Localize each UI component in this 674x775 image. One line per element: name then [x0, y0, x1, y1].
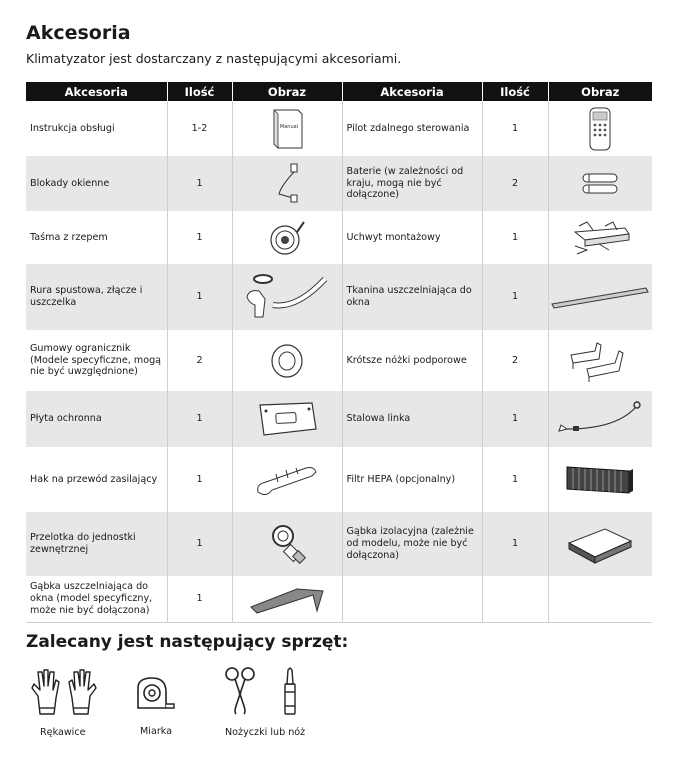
table-row: [26, 156, 652, 211]
accessory-qty: 1: [482, 264, 548, 330]
insulation-sponge-icon: [565, 521, 635, 567]
batteries-icon: [577, 171, 623, 197]
protective-plate-icon: [254, 399, 320, 439]
accessory-name: Filtr HEPA (opcjonalny): [342, 447, 482, 512]
rubber-stopper-icon: [267, 341, 307, 381]
table-row: [26, 330, 652, 391]
accessory-qty: 2: [482, 330, 548, 391]
tape-measure-icon: [134, 674, 176, 712]
accessory-qty: 1: [167, 576, 232, 622]
accessory-name: Instrukcja obsługi: [26, 101, 167, 156]
eye-bolt-icon: [267, 522, 307, 566]
table-row: [26, 211, 652, 264]
tool-label-gloves: Rękawice: [40, 727, 86, 738]
accessory-name: Pilot zdalnego sterowania: [342, 101, 482, 156]
accessory-name: Taśma z rzepem: [26, 211, 167, 264]
accessory-name: Krótsze nóżki podporowe: [342, 330, 482, 391]
scissors-knife-icon: [222, 666, 302, 718]
accessories-table: [26, 82, 652, 623]
accessory-qty: 2: [167, 330, 232, 391]
page-title: Akcesoria: [26, 22, 131, 44]
table-row: [26, 101, 652, 156]
accessory-qty: 1: [167, 447, 232, 512]
tool-label-scissors-knife: Nożyczki lub nóż: [225, 727, 306, 738]
header-qty-right: Ilość: [482, 82, 548, 101]
header-image-left: Obraz: [232, 82, 342, 101]
header-accessory-left: Akcesoria: [26, 82, 167, 101]
accessory-name: Stalowa linka: [342, 391, 482, 447]
accessory-qty: 1: [482, 447, 548, 512]
recommended-tools-title: Zalecany jest następujący sprzęt:: [26, 632, 349, 652]
accessory-qty: 1: [482, 101, 548, 156]
manual-icon: [270, 108, 304, 150]
accessory-name: Gąbka uszczelniająca do okna (model specyficzny, może nie być dołączona): [26, 576, 167, 622]
accessory-name: Blokady okienne: [26, 156, 167, 211]
tool-label-tape-measure: Miarka: [140, 726, 173, 737]
accessory-qty: 1: [167, 211, 232, 264]
accessory-name: Rura spustowa, złącze i uszczelka: [26, 264, 167, 330]
accessory-qty: 1: [167, 264, 232, 330]
accessory-name: Tkanina uszczelniająca do okna: [342, 264, 482, 330]
accessory-name: Gąbka izolacyjna (zależnie od modelu, może nie być dołączona): [342, 512, 482, 576]
window-seal-strip-icon: [550, 282, 650, 312]
accessory-image-empty: [548, 576, 652, 622]
hepa-filter-icon: [563, 463, 637, 497]
table-row: [26, 391, 652, 447]
window-lock-icon: [267, 162, 307, 206]
accessory-name: Baterie (w zależności od kraju, mogą nie być dołączone): [342, 156, 482, 211]
mounting-bracket-icon: [565, 218, 635, 258]
manual-cover-text: Manual: [279, 123, 299, 130]
gloves-icon: [28, 666, 100, 718]
table-row: [26, 512, 652, 576]
table-row: [26, 264, 652, 330]
accessory-qty: 1: [167, 156, 232, 211]
accessory-name: Gumowy ogranicznik (Modele specyficzne, mogą nie być uwzględnione): [26, 330, 167, 391]
intro-text: Klimatyzator jest dostarczany z następującymi akcesoriami.: [26, 51, 402, 66]
accessory-qty: 1: [167, 512, 232, 576]
accessory-name: Płyta ochronna: [26, 391, 167, 447]
sealing-sponge-icon: [247, 583, 327, 615]
table-row: [26, 576, 652, 622]
accessory-name: Uchwyt montażowy: [342, 211, 482, 264]
cable-hook-icon: [252, 460, 322, 500]
accessory-qty-empty: [482, 576, 548, 622]
accessory-qty: 1: [167, 391, 232, 447]
table-header-row: [26, 82, 652, 101]
accessory-qty: 1: [482, 512, 548, 576]
velcro-tape-icon: [266, 218, 308, 258]
accessory-qty: 1: [482, 211, 548, 264]
support-legs-icon: [565, 339, 635, 383]
accessory-qty: 1: [482, 391, 548, 447]
accessory-qty: 2: [482, 156, 548, 211]
accessory-name: Przelotka do jednostki zewnętrznej: [26, 512, 167, 576]
header-accessory-right: Akcesoria: [342, 82, 482, 101]
header-image-right: Obraz: [548, 82, 652, 101]
drain-pipe-icon: [237, 269, 337, 325]
steel-cable-icon: [555, 399, 645, 439]
accessory-qty: 1-2: [167, 101, 232, 156]
table-row: [26, 447, 652, 512]
accessory-name-empty: [342, 576, 482, 622]
header-qty-left: Ilość: [167, 82, 232, 101]
accessory-name: Hak na przewód zasilający: [26, 447, 167, 512]
remote-control-icon: [587, 107, 613, 151]
